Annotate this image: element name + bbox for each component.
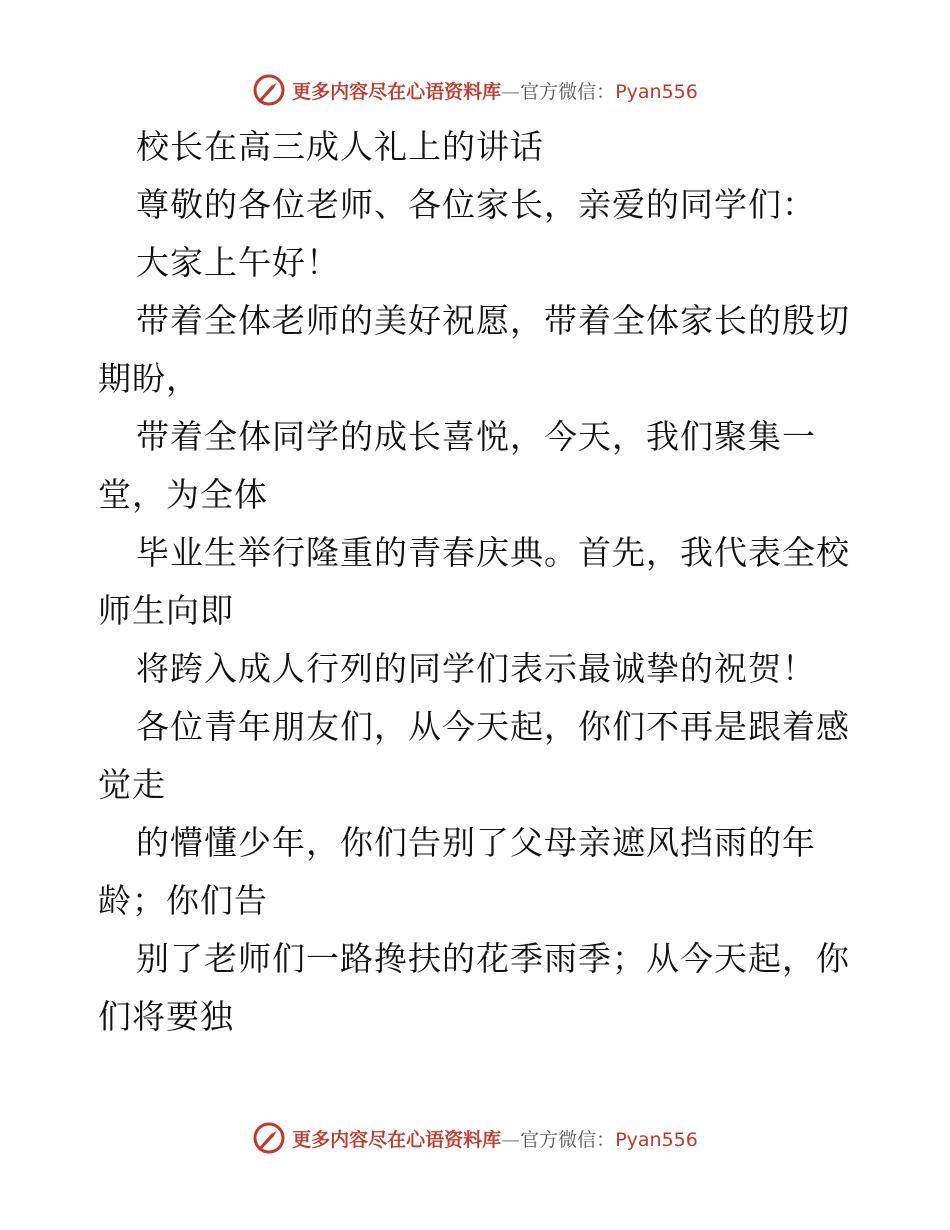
paragraph [98,118,858,176]
text-line: 们将要独 [98,997,234,1036]
text-line: 大家上午好！ [136,243,340,282]
paragraph [98,176,858,234]
text-line: 觉走 [98,765,166,804]
pen-logo-icon [252,1121,286,1155]
text-line: 带着全体同学的成长喜悦，今天，我们聚集一 [136,417,816,456]
text-line: 龄；你们告 [98,881,268,920]
document-title: 校长在高三成人礼上的讲话 [136,127,544,166]
banner-text [292,77,698,104]
text-line: 将跨入成人行列的同学们表示最诚挚的祝贺！ [136,649,816,688]
banner-wechat-label: 官方微信： [520,80,616,103]
text-line: 师生向即 [98,591,234,630]
text-line: 尊敬的各位老师、各位家长，亲爱的同学们： [136,185,816,224]
banner-wechat-id: Pyan556 [615,1128,698,1151]
text-line: 毕业生举行隆重的青春庆典。首先，我代表全校 [136,533,850,572]
banner-wechat-id: Pyan556 [615,80,698,103]
header-banner [0,70,950,110]
text-line: 带着全体老师的美好祝愿，带着全体家长的殷切 [136,301,850,340]
banner-wechat-label: 官方微信： [520,1128,616,1151]
pen-logo-icon [252,73,286,107]
text-line: 期盼， [98,359,200,398]
paragraph [98,814,858,930]
paragraph [98,408,858,524]
banner-text [292,1125,698,1152]
banner-site-name: 更多内容尽在心语资料库 [292,80,502,103]
footer-banner [0,1118,950,1158]
banner-dash: — [501,80,521,103]
text-line: 的懵懂少年，你们告别了父母亲遮风挡雨的年 [136,823,816,862]
text-line: 各位青年朋友们，从今天起，你们不再是跟着感 [136,707,850,746]
paragraph [98,292,858,408]
text-line: 别了老师们一路搀扶的花季雨季；从今天起，你 [136,939,850,978]
paragraph [98,698,858,814]
banner-dash: — [501,1128,521,1151]
paragraph [98,234,858,292]
document-body [98,118,858,1046]
paragraph [98,640,858,698]
paragraph [98,524,858,640]
text-line: 堂，为全体 [98,475,268,514]
paragraph [98,930,858,1046]
banner-site-name: 更多内容尽在心语资料库 [292,1128,502,1151]
